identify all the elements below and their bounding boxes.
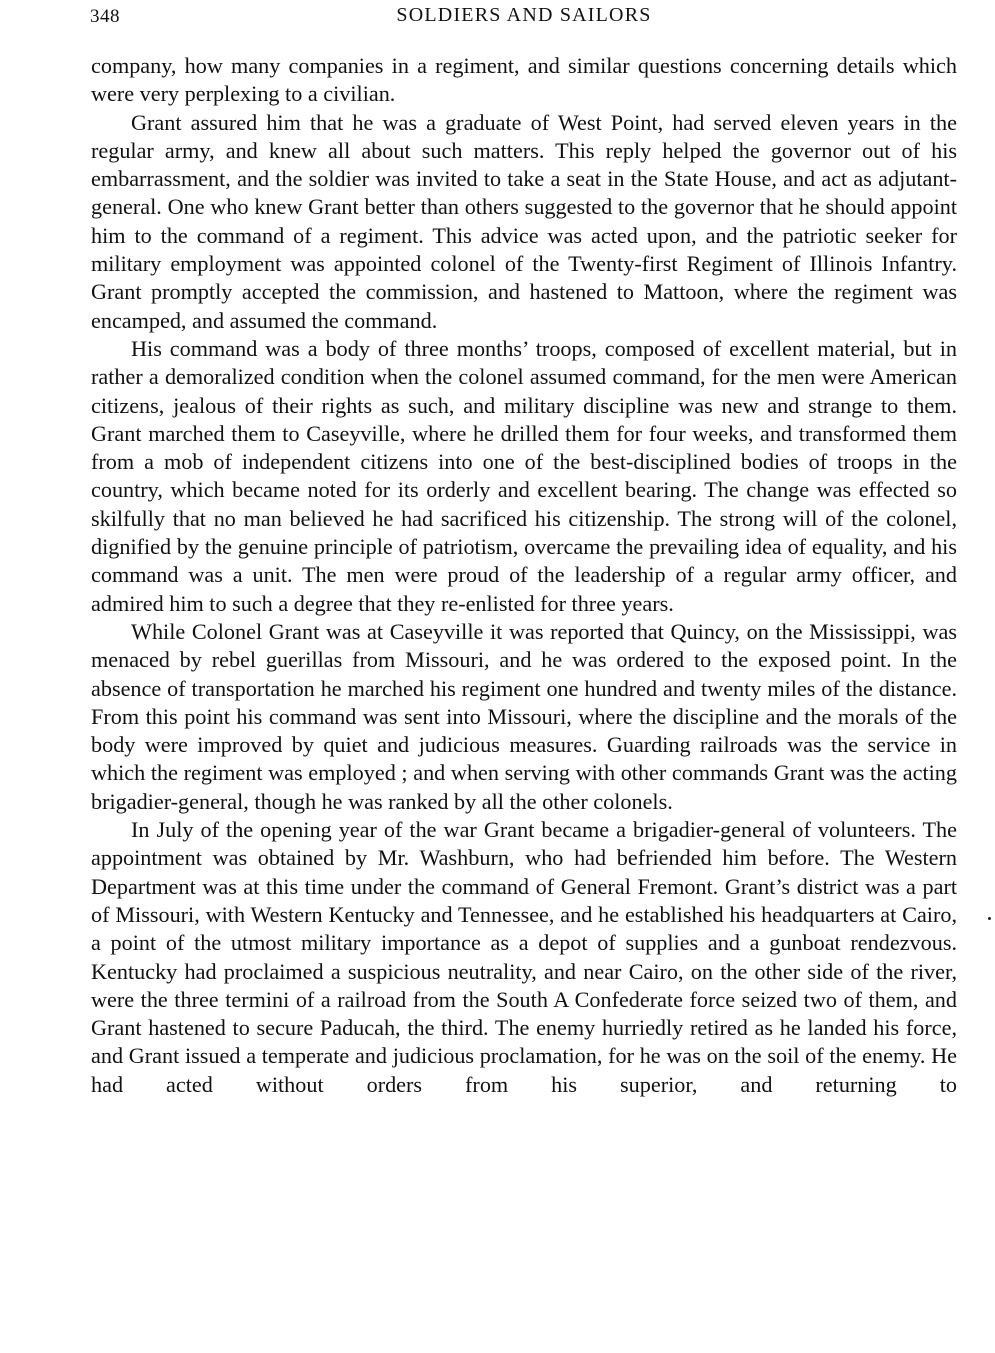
scan-speck	[988, 917, 991, 920]
body-text	[91, 52, 957, 1099]
paragraph: Grant assured him that he was a graduate of West Point, had served eleven years in the regular army, and knew all about such matters. This reply helped the governor out of his embarrassment, and the soldier was invited to take a seat in the State House, and act as adjutant-general. One who knew Grant better than others suggested to the governor that he should appoint him to the command of a regiment. This advice was acted upon, and the patriotic seeker for military employment was appointed colonel of the Twenty-first Regiment of Illinois Infantry. Grant promptly accepted the commission, and hastened to Mattoon, where the regiment was encamped, and assumed the command.	[91, 109, 957, 333]
paragraph: While Colonel Grant was at Caseyville it was reported that Quincy, on the Mississippi, was menaced by rebel guerillas from Missouri, and he was ordered to the exposed point. In the absence of transportation he marched his regiment one hundred and twenty miles of the distance. From this point his command was sent into Missouri, where the discipline and the morals of the body were improved by quiet and judicious measures. Guarding railroads was the service in which the regiment was employed ; and when serving with other commands Grant was the acting brigadier-general, though he was ranked by all the other colonels.	[91, 618, 957, 814]
page-number: 348	[90, 6, 120, 27]
page-header	[90, 4, 958, 32]
paragraph: His command was a body of three months’ troops, composed of excellent material, but in rather a demoralized condition when the colonel assumed command, for the men were American citizens, jealous of their rights as such, and military discipline was new and strange to them. Grant marched them to Caseyville, where he drilled them for four weeks, and transformed them from a mob of independent citizens into one of the best-disciplined bodies of troops in the country, which became noted for its orderly and excellent bearing. The change was effected so skilfully that no man believed he had sacrificed his citizenship. The strong will of the colonel, dignified by the genuine principle of patriotism, overcame the prevailing idea of equality, and his command was a unit. The men were proud of the leadership of a regular army officer, and admired him to such a degree that they re-enlisted for three years.	[91, 335, 957, 616]
paragraph-continued: company, how many companies in a regiment, and similar questions concerning details which were very perplexing to a civilian.	[91, 53, 957, 107]
running-title: SOLDIERS AND SAILORS	[396, 4, 652, 26]
paragraph-continues-next-page: In July of the opening year of the war Grant became a brigadier-general of volunteers. The appointment was obtained by Mr. Washburn, who had befriended him before. The Western Department was at this time under the command of General Fremont. Grant’s district was a part of Missouri, with Western Kentucky and Tennessee, and he established his headquarters at Cairo, a point of the utmost military importance as a depot of supplies and a gunboat rendezvous. Kentucky had proclaimed a suspicious neutrality, and near Cairo, on the other side of the river, were the three termini of a railroad from the South A Confederate force seized two of them, and Grant hastened to secure Paducah, the third. The enemy hurriedly retired as he landed his force, and Grant issued a temperate and judicious proclamation, for he was on the soil of the enemy. He had acted without orders from his superior, and returning to	[91, 817, 957, 1097]
